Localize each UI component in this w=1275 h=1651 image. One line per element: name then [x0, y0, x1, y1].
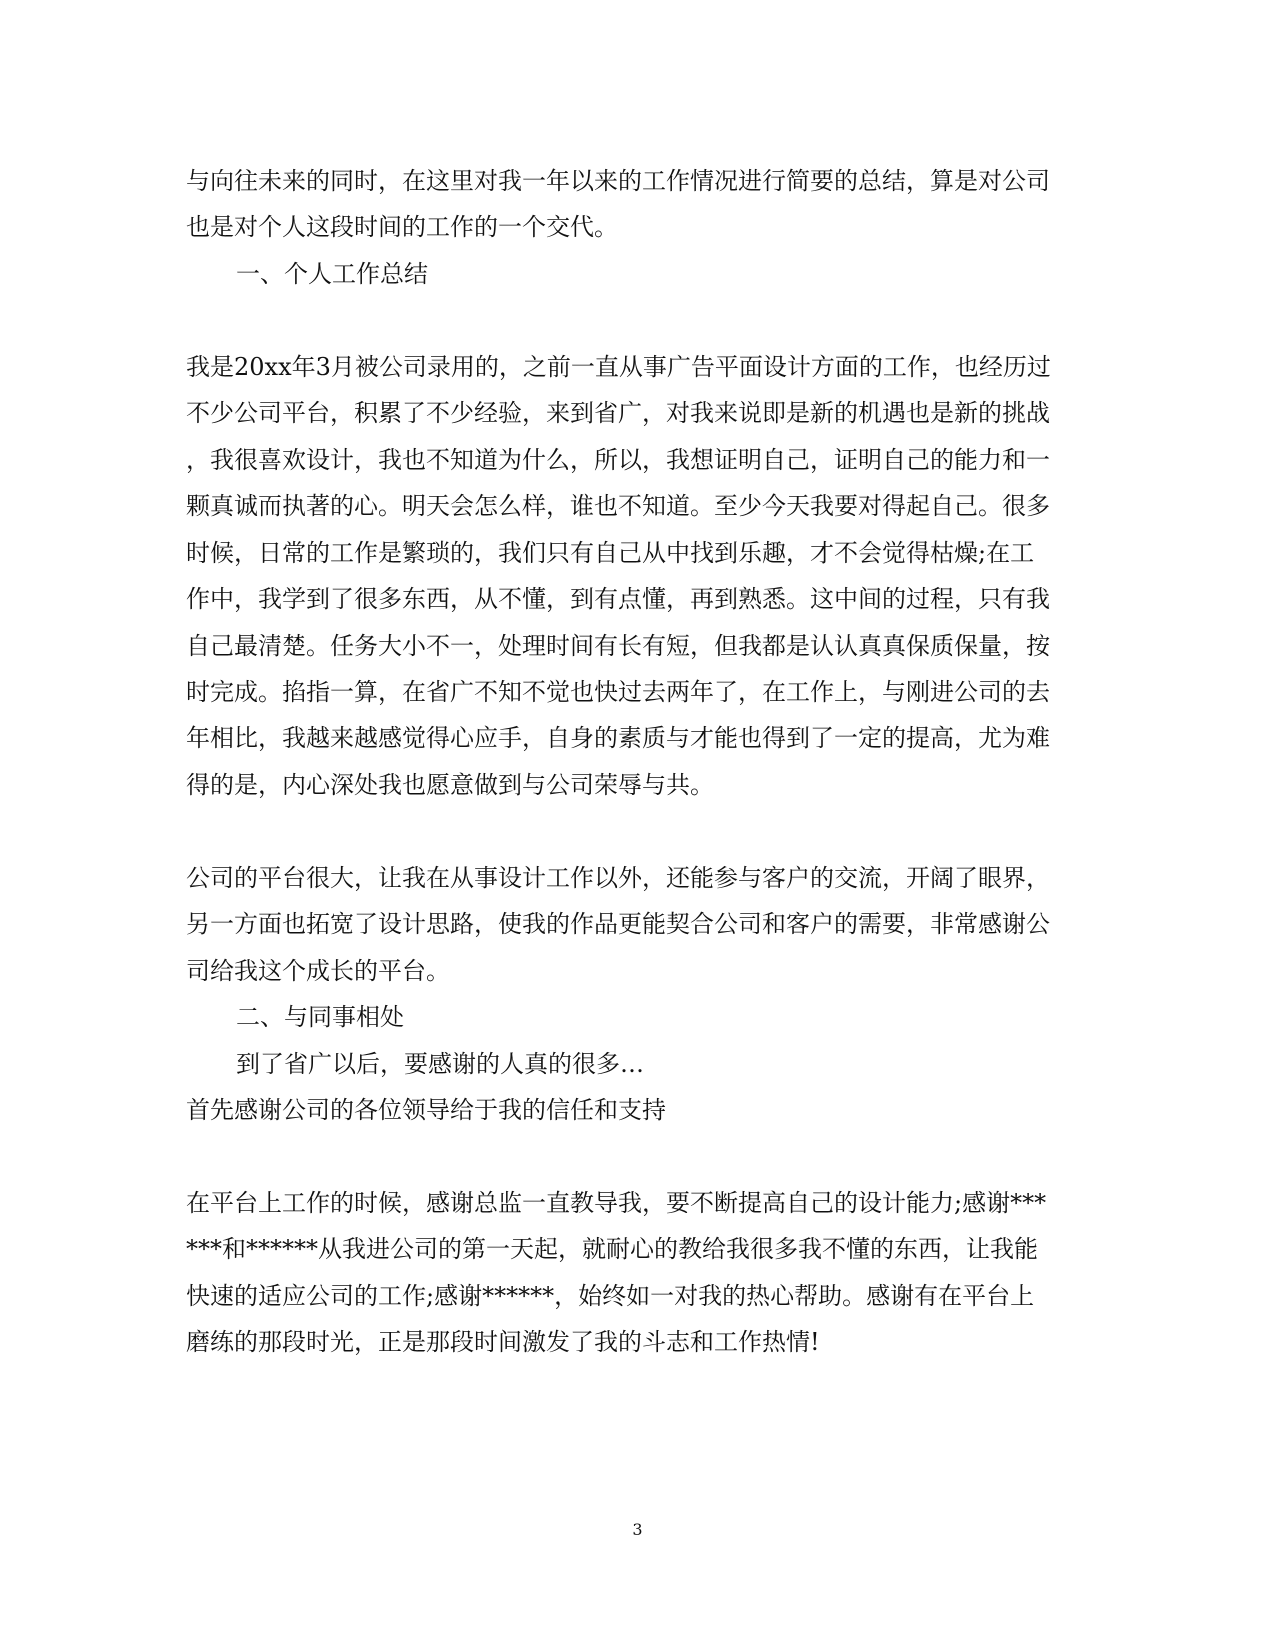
text-line: 与向往未来的同时，在这里对我一年以来的工作情况进行简要的总结，算是对公司: [186, 167, 1050, 195]
text-line: 自己最清楚。任务大小不一，处理时间有长有短，但我都是认认真真保质保量，按: [186, 632, 1050, 660]
text-line: 另一方面也拓宽了设计思路，使我的作品更能契合公司和客户的需要，非常感谢公: [186, 910, 1050, 938]
text-line: ，我很喜欢设计，我也不知道为什么，所以，我想证明自己，证明自己的能力和一: [186, 446, 1050, 474]
text-line: 作中，我学到了很多东西，从不懂，到有点懂，再到熟悉。这中间的过程，只有我: [186, 585, 1050, 613]
section-heading: 一、个人工作总结: [236, 260, 428, 288]
text-line: 不少公司平台，积累了不少经验，来到省广，对我来说即是新的机遇也是新的挑战: [186, 399, 1050, 427]
text-line: 首先感谢公司的各位领导给于我的信任和支持: [186, 1096, 666, 1124]
text-line: 快速的适应公司的工作;感谢******，始终如一对我的热心帮助。感谢有在平台上: [186, 1282, 1035, 1310]
text-line: 在平台上工作的时候，感谢总监一直教导我，要不断提高自己的设计能力;感谢***: [186, 1189, 1047, 1217]
text-line: 时候，日常的工作是繁琐的，我们只有自己从中找到乐趣，才不会觉得枯燥;在工: [186, 539, 1035, 567]
text-line: ***和******从我进公司的第一天起，就耐心的教给我很多我不懂的东西，让我能: [186, 1235, 1038, 1263]
section-heading: 二、与同事相处: [236, 1003, 404, 1031]
text-line: 得的是，内心深处我也愿意做到与公司荣辱与共。: [186, 771, 714, 799]
text-line: 我是20xx年3月被公司录用的，之前一直从事广告平面设计方面的工作，也经历过: [186, 353, 1051, 381]
text-line: 司给我这个成长的平台。: [186, 957, 450, 985]
text-line: 到了省广以后，要感谢的人真的很多…: [236, 1050, 644, 1078]
page-number: 3: [632, 1520, 643, 1539]
text-line: 公司的平台很大，让我在从事设计工作以外，还能参与客户的交流，开阔了眼界，: [186, 864, 1050, 892]
text-line: 颗真诚而执著的心。明天会怎么样，谁也不知道。至少今天我要对得起自己。很多: [186, 492, 1050, 520]
text-line: 时完成。掐指一算，在省广不知不觉也快过去两年了，在工作上，与刚进公司的去: [186, 678, 1050, 706]
text-line: 磨练的那段时光，正是那段时间激发了我的斗志和工作热情!: [186, 1328, 820, 1356]
text-line: 也是对个人这段时间的工作的一个交代。: [186, 213, 618, 241]
text-line: 年相比，我越来越感觉得心应手，自身的素质与才能也得到了一定的提高，尤为难: [186, 724, 1050, 752]
